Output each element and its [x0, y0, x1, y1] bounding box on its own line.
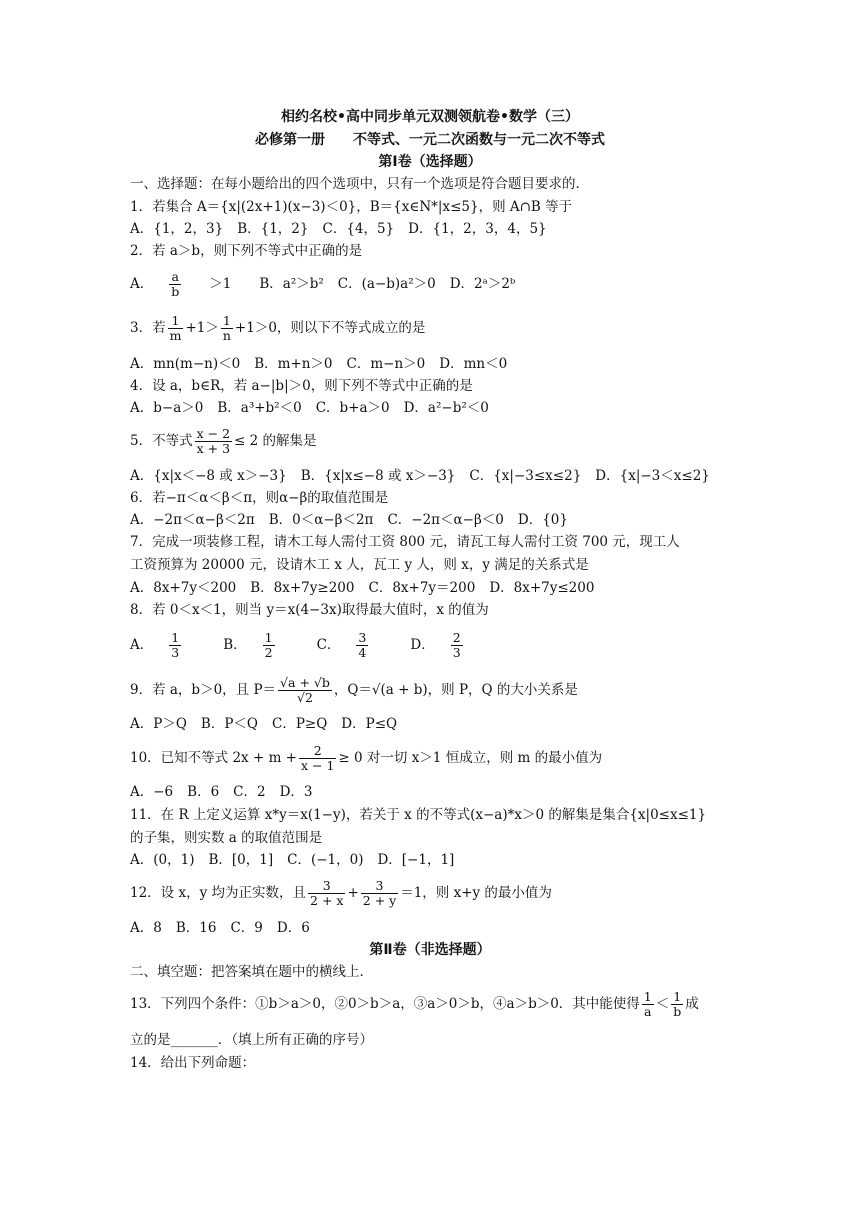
option: C．9 [230, 920, 263, 936]
q14-stem: 14．给出下列命题： [130, 1055, 256, 1071]
exam-subtitle [0, 130, 860, 150]
fraction: $\frac{x - 2}{x + 3}$ [196, 426, 231, 456]
option: B．0＜α−β＜2π [268, 512, 374, 528]
fraction: $\frac{3}{4}$ [358, 630, 367, 660]
q6-options [130, 510, 750, 530]
option: D． $\frac{2}{3}$ [410, 627, 490, 663]
q3-stem: 3．若 $\frac{1}{m}$ +1＞ $\frac{1}{n}$ +1＞0，则以下不等式成立的是 [130, 313, 426, 343]
fraction: $\frac{a}{b}$ [171, 269, 180, 299]
q12-stem: 12．设 x，y 均为正实数，且 $\frac{3}{2 + x}$ + $\frac{3}{2 + y}$ ＝1，则 x+y 的最小值为 [130, 878, 552, 908]
option: B．8x+7y≥200 [250, 580, 355, 596]
q9-stem: 9．若 a，b＞0，且 P＝ $\frac{√a + √b}{√2}$ ，Q＝√(a + b)，则 P，Q 的大小关系是 [130, 675, 578, 705]
option: D．{1，2，3，4，5} [408, 221, 547, 237]
q7-options [130, 578, 750, 598]
q4-options [130, 398, 750, 418]
option: A．b−a＞0 [130, 400, 204, 416]
option: A．8 [130, 920, 162, 936]
option: A． $\frac{a}{b}$ ＞1 [130, 269, 232, 299]
option: A．(0，1) [130, 852, 195, 868]
option: A． $\frac{1}{3}$ [130, 627, 209, 663]
option: A．−6 [130, 784, 174, 800]
option: C．P≥Q [271, 716, 328, 732]
fraction: $\frac{3}{2 + y}$ [362, 878, 397, 908]
part2-heading: 第Ⅱ卷（非选择题） [369, 942, 491, 958]
option: B．m+n＞0 [254, 356, 333, 372]
q13-stem: 13．下列四个条件：①b＞a＞0，②0＞b＞a，③a＞0＞b，④a＞b＞0．其中能使得 $\frac{1}{a}$ ＜ $\frac{1}{b}$ 成 [130, 989, 699, 1019]
option: D．2ᵃ＞2ᵇ [449, 276, 516, 292]
q9-options [130, 714, 750, 734]
option: B．16 [175, 920, 217, 936]
section2-instructions: 二、填空题：把答案填在题中的横线上. [130, 964, 364, 980]
option: D．{x|−3＜x≤2} [595, 468, 710, 484]
q4-stem: 4．设 a，b∈R，若 a−|b|＞0，则下列不等式中正确的是 [130, 378, 473, 394]
option: B．6 [187, 784, 220, 800]
q2-stem: 2．若 a＞b，则下列不等式中正确的是 [130, 243, 363, 259]
option: A．−2π＜α−β＜2π [130, 512, 255, 528]
q13-stem-line2: 立的是_______．（填上所有正确的序号） [130, 1032, 373, 1048]
option: C．b+a＞0 [315, 400, 390, 416]
option: B．{1，2} [237, 221, 309, 237]
option: C．m−n＞0 [346, 356, 426, 372]
option: B．P＜Q [200, 716, 258, 732]
fraction: $\frac{3}{2 + x}$ [310, 878, 344, 908]
fraction: $\frac{1}{b}$ [673, 989, 682, 1019]
q11-options [130, 850, 750, 870]
option: C． $\frac{3}{4}$ [317, 627, 397, 663]
q6-stem: 6．若−π＜α＜β＜π，则α−β的取值范围是 [130, 490, 389, 506]
fraction: $\frac{1}{m}$ [169, 313, 182, 343]
option: B．a³+b²＜0 [217, 400, 302, 416]
option: C．−2π＜α−β＜0 [387, 512, 504, 528]
option: D．{0} [517, 512, 568, 528]
q10-stem: 10．已知不等式 2x + m + $\frac{2}{x - 1}$ ≥ 0 对一切 x＞1 恒成立，则 m 的最小值为 [130, 743, 603, 773]
q8-options [130, 627, 750, 663]
q5-options [130, 466, 750, 486]
subtitle-book: 必修第一册 [255, 132, 325, 148]
option: C．(−1，0) [287, 852, 364, 868]
option: C．8x+7y＝200 [368, 580, 476, 596]
q1-stem: 1．若集合 A＝{x|(2x+1)(x−3)＜0}，B＝{x∈N*|x≤5}，则 A∩B 等于 [130, 199, 573, 215]
fraction: $\frac{1}{n}$ [222, 313, 231, 343]
q2-options [130, 266, 750, 302]
q5-stem: 5．不等式 $\frac{x - 2}{x + 3}$ ≤ 2 的解集是 [130, 426, 317, 456]
q12-options [130, 918, 750, 938]
q7-stem-line2: 工资预算为 20000 元，设请木工 x 人，瓦工 y 人，则 x，y 满足的关系式是 [130, 557, 589, 573]
q7-stem-line1: 7．完成一项装修工程，请木工每人需付工资 800 元，请瓦工每人需付工资 700 元，现工人 [130, 534, 680, 550]
option: D．3 [279, 784, 313, 800]
option: B．a²＞b² [259, 276, 324, 292]
q11-stem-line1: 11．在 R 上定义运算 x*y＝x(1−y)，若关于 x 的不等式(x−a)*x＞0 的解集是集合{x|0≤x≤1} [130, 807, 707, 823]
option: A．mn(m−n)＜0 [130, 356, 241, 372]
option: B．[0，1] [208, 852, 274, 868]
option: C．{4，5} [322, 221, 395, 237]
q3-options [130, 354, 750, 374]
fraction: $\frac{1}{a}$ [643, 989, 652, 1019]
q11-stem-line2: 的子集，则实数 a 的取值范围是 [130, 830, 323, 846]
q8-stem: 8．若 0＜x＜1，则当 y＝x(4−3x)取得最大值时，x 的值为 [130, 602, 489, 618]
option: D．a²−b²＜0 [403, 400, 489, 416]
q1-options [130, 219, 750, 239]
fraction: $\frac{1}{3}$ [171, 630, 180, 660]
subtitle-topic: 不等式、一元二次函数与一元二次不等式 [353, 132, 605, 148]
fraction: $\frac{2}{x - 1}$ [300, 743, 335, 773]
option: D．[−1，1] [377, 852, 455, 868]
fraction: $\frac{2}{3}$ [452, 630, 461, 660]
option: A．8x+7y＜200 [130, 580, 237, 596]
option: D．8x+7y≤200 [489, 580, 595, 596]
part1-heading: 第Ⅰ卷（选择题） [378, 154, 482, 170]
option: A．{x|x＜−8 或 x＞−3} [130, 468, 287, 484]
option: B． $\frac{1}{2}$ [223, 627, 302, 663]
option: C．2 [233, 784, 266, 800]
fraction: $\frac{1}{2}$ [264, 630, 273, 660]
option: C．{x|−3≤x≤2} [469, 468, 582, 484]
q10-options [130, 782, 750, 802]
section1-instructions: 一、选择题：在每小题给出的四个选项中，只有一个选项是符合题目要求的. [130, 176, 580, 192]
option: A．P＞Q [130, 716, 187, 732]
option: D．6 [276, 920, 310, 936]
option: C．(a−b)a²＞0 [337, 276, 436, 292]
option: D．mn＜0 [439, 356, 508, 372]
fraction: $\frac{√a + √b}{√2}$ [280, 675, 330, 705]
option: D．P≤Q [341, 716, 398, 732]
option: B．{x|x≤−8 或 x＞−3} [300, 468, 456, 484]
option: A．{1，2，3} [130, 221, 224, 237]
exam-title: 相约名校•高中同步单元双测领航卷•数学（三） [281, 109, 579, 125]
